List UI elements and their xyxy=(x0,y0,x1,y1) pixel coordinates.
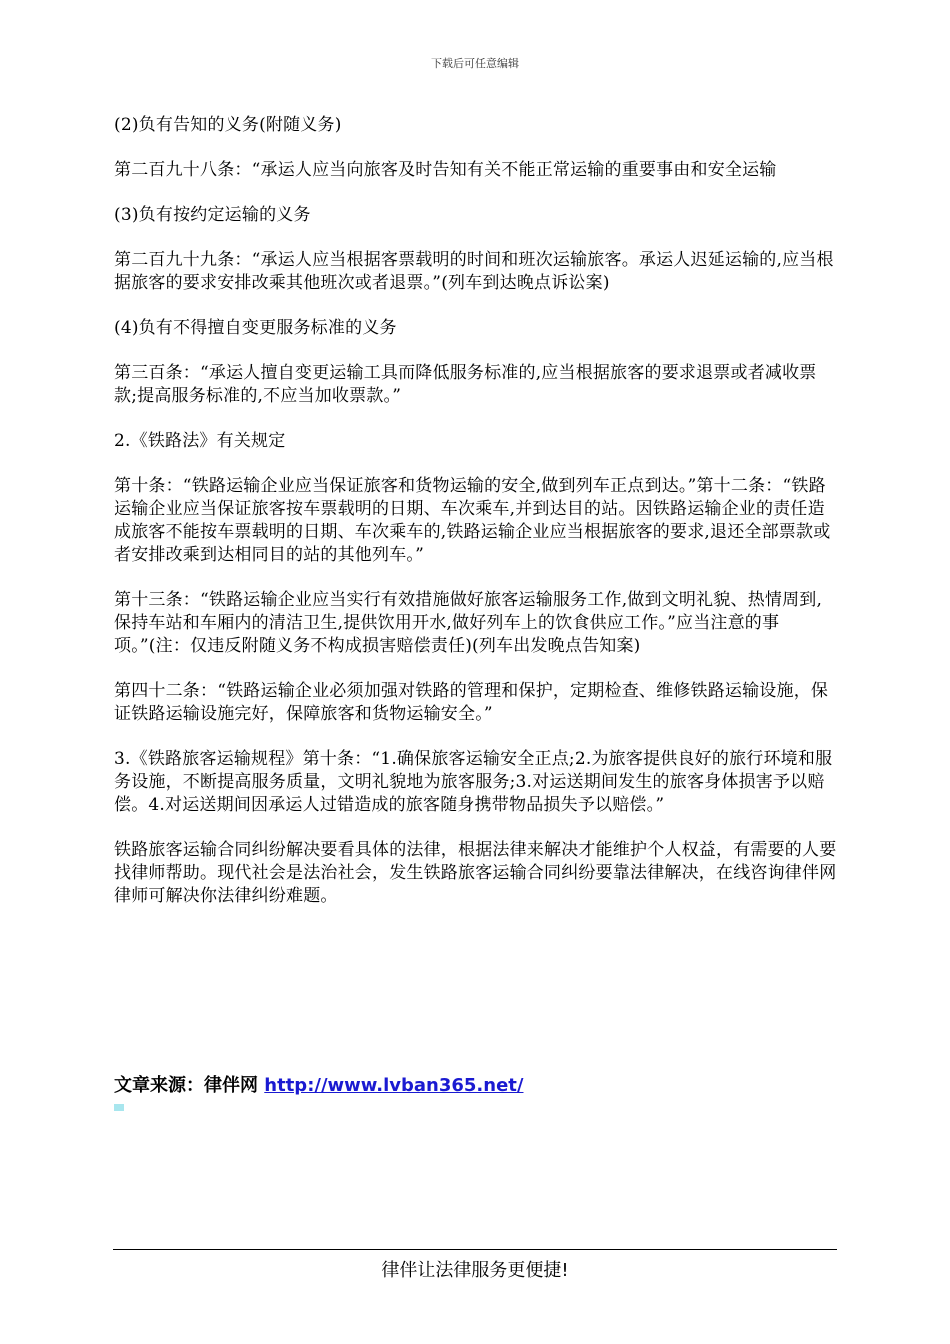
paragraph-article-298: 第二百九十八条：“承运人应当向旅客及时告知有关不能正常运输的重要事由和安全运输 xyxy=(114,160,777,180)
paragraph-duty-service-standard: (4)负有不得擅自变更服务标准的义务 xyxy=(114,318,397,338)
paragraph-article-42: 第四十二条：“铁路运输企业必须加强对铁路的管理和保护，定期检查、维修铁路运输设施，保证铁路运输设施完好，保障旅客和货物运输安全。” xyxy=(114,681,829,724)
source-link[interactable]: http://www.lvban365.net/ xyxy=(264,1075,524,1096)
paragraph-article-13: 第十三条：“铁路运输企业应当实行有效措施做好旅客运输服务工作,做到文明礼貌、热情周到,保持车站和车厢内的清洁卫生,提供饮用开水,做好列车上的饮食供应工作。”应当注意的事项。”(注：仅违反附随义务不构成损害赔偿责任)(列车出发晚点告知案) xyxy=(114,590,823,656)
paragraph-railway-law-heading: 2.《铁路法》有关规定 xyxy=(114,431,286,451)
footer-divider xyxy=(113,1249,837,1250)
paragraph-duty-agreed-transport: (3)负有按约定运输的义务 xyxy=(114,205,311,225)
paragraph-article-10-12: 第十条：“铁路运输企业应当保证旅客和货物运输的安全,做到列车正点到达。”第十二条：“铁路运输企业应当保证旅客按车票载明的日期、车次乘车,并到达目的站。因铁路运输企业的责任造成旅客不能按车票载明的日期、车次乘车的,铁路运输企业应当根据旅客的要求,退还全部票款或者安排改乘到达相同目的站的其他列车。” xyxy=(114,476,831,565)
text-cursor-marker xyxy=(114,1104,124,1111)
paragraph-duty-inform: (2)负有告知的义务(附随义务) xyxy=(114,115,342,135)
document-body xyxy=(114,114,838,930)
paragraph-article-299: 第二百九十九条：“承运人应当根据客票载明的时间和班次运输旅客。承运人迟延运输的,应当根据旅客的要求安排改乘其他班次或者退票。”(列车到达晚点诉讼案) xyxy=(114,250,834,293)
footer-slogan: 律伴让法律服务更便捷! xyxy=(381,1260,569,1281)
header-note: 下载后可任意编辑 xyxy=(431,57,519,70)
paragraph-transport-regulations: 3.《铁路旅客运输规程》第十条：“1.确保旅客运输安全正点;2.为旅客提供良好的旅行环境和服务设施，不断提高服务质量，文明礼貌地为旅客服务;3.对运送期间发生的旅客身体损害予以赔偿。4.对运送期间因承运人过错造成的旅客随身携带物品损失予以赔偿。” xyxy=(114,749,833,815)
paragraph-conclusion: 铁路旅客运输合同纠纷解决要看具体的法律，根据法律来解决才能维护个人权益，有需要的人要找律师帮助。现代社会是法治社会，发生铁路旅客运输合同纠纷要靠法律解决，在线咨询律伴网律师可解决你法律纠纷难题。 xyxy=(114,840,837,906)
source-label: 文章来源：律伴网 xyxy=(114,1075,265,1096)
paragraph-article-300: 第三百条：“承运人擅自变更运输工具而降低服务标准的,应当根据旅客的要求退票或者减收票款;提高服务标准的,不应当加收票款。” xyxy=(114,363,817,406)
article-source xyxy=(114,1071,523,1097)
